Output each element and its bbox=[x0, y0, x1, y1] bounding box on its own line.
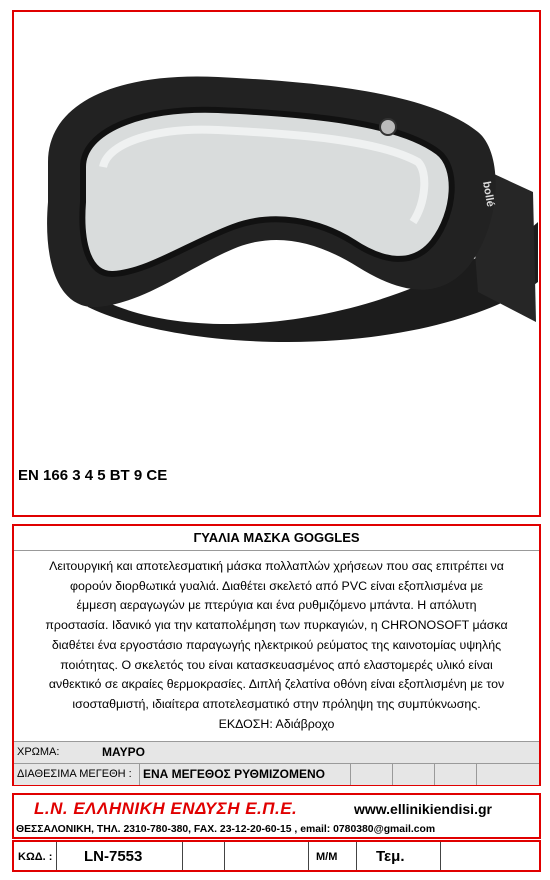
code-label: ΚΩΔ. : bbox=[18, 851, 53, 863]
standard-text: EN 166 3 4 5 BT 9 CE bbox=[18, 467, 168, 484]
company-website[interactable]: www.ellinikiendisi.gr bbox=[354, 801, 492, 817]
description-line: Λειτουργική και αποτελεσματική μάσκα πολλαπλών χρήσεων που σας επιτρέπει να bbox=[49, 559, 504, 573]
product-description bbox=[14, 551, 539, 743]
code-value: LN-7553 bbox=[84, 848, 143, 865]
goggles-image bbox=[28, 42, 538, 342]
company-name: L.N. ΕΛΛΗΝΙΚΗ ΕΝΔΥΣΗ Ε.Π.Ε. bbox=[34, 799, 298, 818]
company-block bbox=[12, 793, 541, 839]
description-line: ισοσταθμιστή, ιδιαίτερα αποτελεσματικό στην πρόληψη της συμπύκνωσης. bbox=[72, 696, 481, 711]
color-value: ΜΑΥΡΟ bbox=[102, 745, 145, 759]
product-image-panel bbox=[12, 10, 541, 517]
code-row bbox=[12, 840, 541, 872]
unit-label: Μ/Μ bbox=[316, 851, 338, 863]
description-line: διαθέτει ένα εργοστάσιο παραγωγής ηλεκτρικού ρεύματος της καινοτομίας υψηλής bbox=[51, 637, 502, 652]
unit-value: Τεμ. bbox=[376, 848, 405, 865]
description-line: ΕΚΔΟΣΗ: Αδιάβροχο bbox=[218, 716, 335, 731]
product-title: ΓΥΑΛΙΑ ΜΑΣΚΑ GOGGLES bbox=[14, 526, 539, 551]
description-block bbox=[12, 524, 541, 786]
sizes-row bbox=[14, 763, 539, 785]
description-line: φορούν διορθωτικά γυαλιά. Διαθέτει σκελετό από PVC είναι εξοπλισμένα με bbox=[69, 578, 484, 593]
color-label: ΧΡΩΜΑ: bbox=[17, 746, 60, 758]
description-line: ποιότητας. Ο σκελετός του είναι κατασκευασμένος από ελαστομερές υλικό είναι bbox=[60, 657, 493, 672]
description-line: έμμεση αεραγωγών με πτερύγια και ένα ρυθμιζόμενο μπάντα. Η απόλυτη bbox=[76, 598, 477, 613]
sizes-value: ΕΝΑ ΜΕΓΕΘΟΣ ΡΥΘΜΙΖΟΜΕΝΟ bbox=[143, 767, 325, 781]
sizes-label: ΔΙΑΘΕΣΙΜΑ ΜΕΓΕΘΗ : bbox=[17, 768, 132, 780]
description-line: προστασία. Ιδανικό για την καταπολέμηση των πυρκαγιών, η CHRONOSOFT μάσκα bbox=[45, 618, 508, 633]
description-line: ανθεκτικό σε ακραίες θερμοκρασίες. Διπλή ζελατίνα οθόνη είναι εξοπλισμένη με τον bbox=[48, 677, 505, 692]
company-contact: ΘΕΣΣΑΛΟΝΙΚΗ, ΤΗΛ. 2310-780-380, FAX. 23-12-20-60-15 , email: 0780380@gmail.com bbox=[16, 824, 436, 835]
color-row bbox=[14, 741, 539, 763]
brand-logo-text: bollé bbox=[480, 180, 497, 208]
